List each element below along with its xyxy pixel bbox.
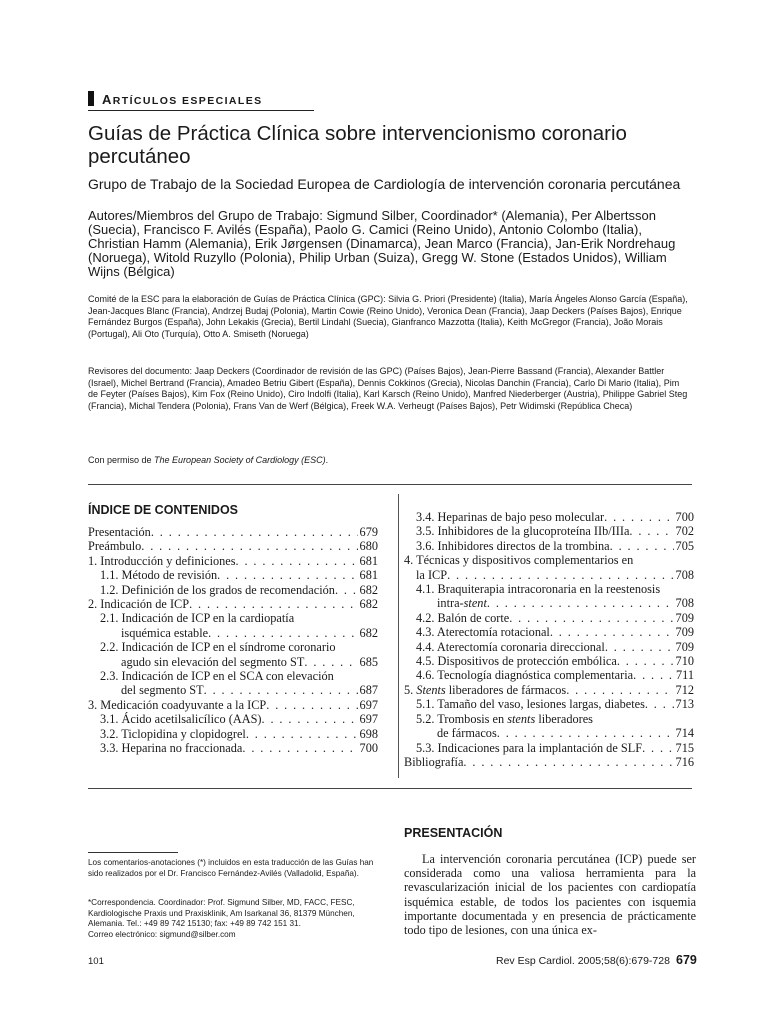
- toc-entry[interactable]: intra-stent . . . 708: [404, 596, 694, 610]
- toc-entry[interactable]: Preámbulo . . . 680: [88, 539, 378, 553]
- bottom-rule: [88, 788, 692, 789]
- toc-entry[interactable]: 1.2. Definición de los grados de recomendación . . . 682: [88, 583, 378, 597]
- toc-entry[interactable]: 4.6. Tecnología diagnóstica complementaria . . . 711: [404, 668, 694, 682]
- top-rule: [88, 484, 692, 485]
- presentacion-body: La intervención coronaria percutánea (ICP) puede ser considerada como una valiosa herramienta para la revascularización inicial de los pacientes con cardiopatía isquémica estable, de todos los pacientes con isquemia importante documentada y en presencia de prácticamente todo tipo de lesiones, con una única ex-: [404, 852, 696, 938]
- authors: Autores/Miembros del Grupo de Trabajo: Sigmund Silber, Coordinador* (Alemania), Per Albertsson (Suecia), Francisco F. Avilés (España), Paolo G. Camici (Reino Unido), Antonio Colombo (Italia), Christian Hamm (Alemania), Erik Jørgensen (Dinamarca), Jean Marco (Francia), Jan-Erik Nordrehaug (Noruega), Witold Ruzyllo (Polonia), Philip Urban (Suiza), Gregg W. Stone (Estados Unidos), William Wijns (Bélgica): [88, 208, 676, 280]
- toc-entry-first-line[interactable]: 2.1. Indicación de ICP en la cardiopatía: [100, 611, 295, 626]
- toc-entry[interactable]: 4.5. Dispositivos de protección embólica . . . 710: [404, 654, 694, 668]
- footnote-comments: Los comentarios-anotaciones (*) incluidos en esta traducción de las Guías han sido realizados por el Dr. Francisco Fernández-Avilés (Valladolid, España).: [88, 858, 374, 878]
- committee: Comité de la ESC para la elaboración de Guías de Práctica Clínica (GPC): Silvia G. Priori (Presidente) (Italia), María Ángeles Alonso García (España), Jean-Jacques Blanc (Francia), Andrzej Budaj (Polonia), Martin Cowie (Reino Unido), Veronica Dean (Francia), Jaap Deckers (Países Bajos), Enrique Fernández Burgos (España), John Lekakis (Grecia), Bertil Lindahl (Suecia), Gianfranco Mazzotta (Italia), Keith McGregor (Francia), João Morais (Portugal), Ali Oto (Turquía), Otto A. Smiseth (Noruega): [88, 294, 688, 339]
- page-number: 679: [676, 953, 697, 967]
- toc-entry[interactable]: 4.4. Aterectomía coronaria direccional . . . 709: [404, 640, 694, 654]
- toc-entry[interactable]: 3.3. Heparina no fraccionada . . . 700: [88, 741, 378, 755]
- section-bar: [88, 91, 94, 106]
- toc-entry-first-line[interactable]: 4. Técnicas y dispositivos complementarios en: [404, 553, 634, 568]
- toc-entry-first-line[interactable]: 5.2. Trombosis en stents liberadores: [416, 711, 593, 726]
- toc-entry[interactable]: 3.1. Ácido acetilsalicílico (AAS) . . . 697: [88, 712, 378, 726]
- toc-entry-first-line[interactable]: 2.2. Indicación de ICP en el síndrome coronario: [100, 640, 336, 655]
- column-divider: [398, 494, 399, 778]
- toc-entry[interactable]: 1. Introducción y definiciones . . . 681: [88, 554, 378, 568]
- toc-entry-first-line[interactable]: 2.3. Indicación de ICP en el SCA con elevación: [100, 669, 334, 684]
- toc-entry[interactable]: 1.1. Método de revisión . . . 681: [88, 568, 378, 582]
- toc-entry[interactable]: 3. Medicación coadyuvante a la ICP . . . 697: [88, 698, 378, 712]
- article-subtitle: Grupo de Trabajo de la Sociedad Europea de Cardiología de intervención coronaria percutánea: [88, 176, 681, 192]
- reviewers: Revisores del documento: Jaap Deckers (Coordinador de revisión de las GPC) (Países Bajos), Jean-Pierre Bassand (Francia), Alexander Battler (Israel), Michel Bertrand (Francia), Amadeo Betriu Gibert (España), Dennis Cokkinos (Grecia), Nicolas Danchin (Francia), Carlo Di Mario (Italia), Pim de Feyter (Países Bajos), Kim Fox (Reino Unido), Ciro Indolfi (Italia), Karl Karsch (Reino Unido), Manfred Niederberger (Austria), Philippe Gabriel Steg (Francia), Michal Tendera (Polonia), Frans Van de Werf (Bélgica), Freek W.A. Verheugt (Países Bajos), Petr Widimski (República Checa): [88, 366, 688, 411]
- toc-entry[interactable]: Presentación . . . 679: [88, 525, 378, 539]
- toc-entry[interactable]: 3.6. Inhibidores directos de la trombina . . . 705: [404, 539, 694, 553]
- toc-entry[interactable]: 4.2. Balón de corte . . . 709: [404, 611, 694, 625]
- toc-entry[interactable]: de fármacos . . . 714: [404, 726, 694, 740]
- toc-entry[interactable]: agudo sin elevación del segmento ST . . . 685: [88, 655, 378, 669]
- toc-entry[interactable]: 2. Indicación de ICP . . . 682: [88, 597, 378, 611]
- section-label: ARTÍCULOS ESPECIALES: [102, 92, 263, 107]
- page-marker-left: 101: [88, 956, 104, 967]
- toc-entry[interactable]: Bibliografía . . . 716: [404, 755, 694, 769]
- footnote-correspondence: [88, 898, 380, 941]
- footnote-rule: [88, 852, 178, 853]
- toc-entry[interactable]: isquémica estable . . . 682: [88, 626, 378, 640]
- toc-entry[interactable]: 5.3. Indicaciones para la implantación de SLF . . . 715: [404, 741, 694, 755]
- toc-left-column: [88, 525, 378, 756]
- correspondence-email[interactable]: Correo electrónico: sigmund@silber.com: [88, 930, 236, 940]
- toc-entry[interactable]: 3.5. Inhibidores de la glucoproteína IIb/IIIa . . . 702: [404, 524, 694, 538]
- toc-entry[interactable]: 5. Stents liberadores de fármacos . . . 712: [404, 683, 694, 697]
- toc-entry[interactable]: del segmento ST . . . 687: [88, 683, 378, 697]
- presentacion-heading: PRESENTACIÓN: [404, 826, 503, 840]
- permission-note: Con permiso de The European Society of Cardiology (ESC).: [88, 455, 329, 465]
- toc-entry[interactable]: 3.4. Heparinas de bajo peso molecular . . . 700: [404, 510, 694, 524]
- toc-heading: ÍNDICE DE CONTENIDOS: [88, 503, 239, 517]
- toc-entry[interactable]: la ICP . . . 708: [404, 568, 694, 582]
- toc-entry[interactable]: 4.3. Aterectomía rotacional . . . 709: [404, 625, 694, 639]
- toc-right-column: [404, 510, 694, 769]
- toc-entry-first-line[interactable]: 4.1. Braquiterapia intracoronaria en la reestenosis: [416, 582, 661, 597]
- article-title: Guías de Práctica Clínica sobre intervencionismo coronario percutáneo: [88, 122, 627, 168]
- toc-entry[interactable]: 3.2. Ticlopidina y clopidogrel . . . 698: [88, 727, 378, 741]
- section-marker: [88, 90, 314, 111]
- correspondence-address: *Correspondencia. Coordinador: Prof. Sigmund Silber, MD, FACC, FESC, Kardiologische Praxis und Praxisklinik, Am Isarkanal 36, 81379 München, Alemania. Tel.: +49 89 742 15130; fax: +49 89 742 151 31.: [88, 898, 355, 929]
- toc-entry[interactable]: 5.1. Tamaño del vaso, lesiones largas, diabetes . . . 713: [404, 697, 694, 711]
- journal-reference: Rev Esp Cardiol. 2005;58(6):679-728: [496, 955, 670, 967]
